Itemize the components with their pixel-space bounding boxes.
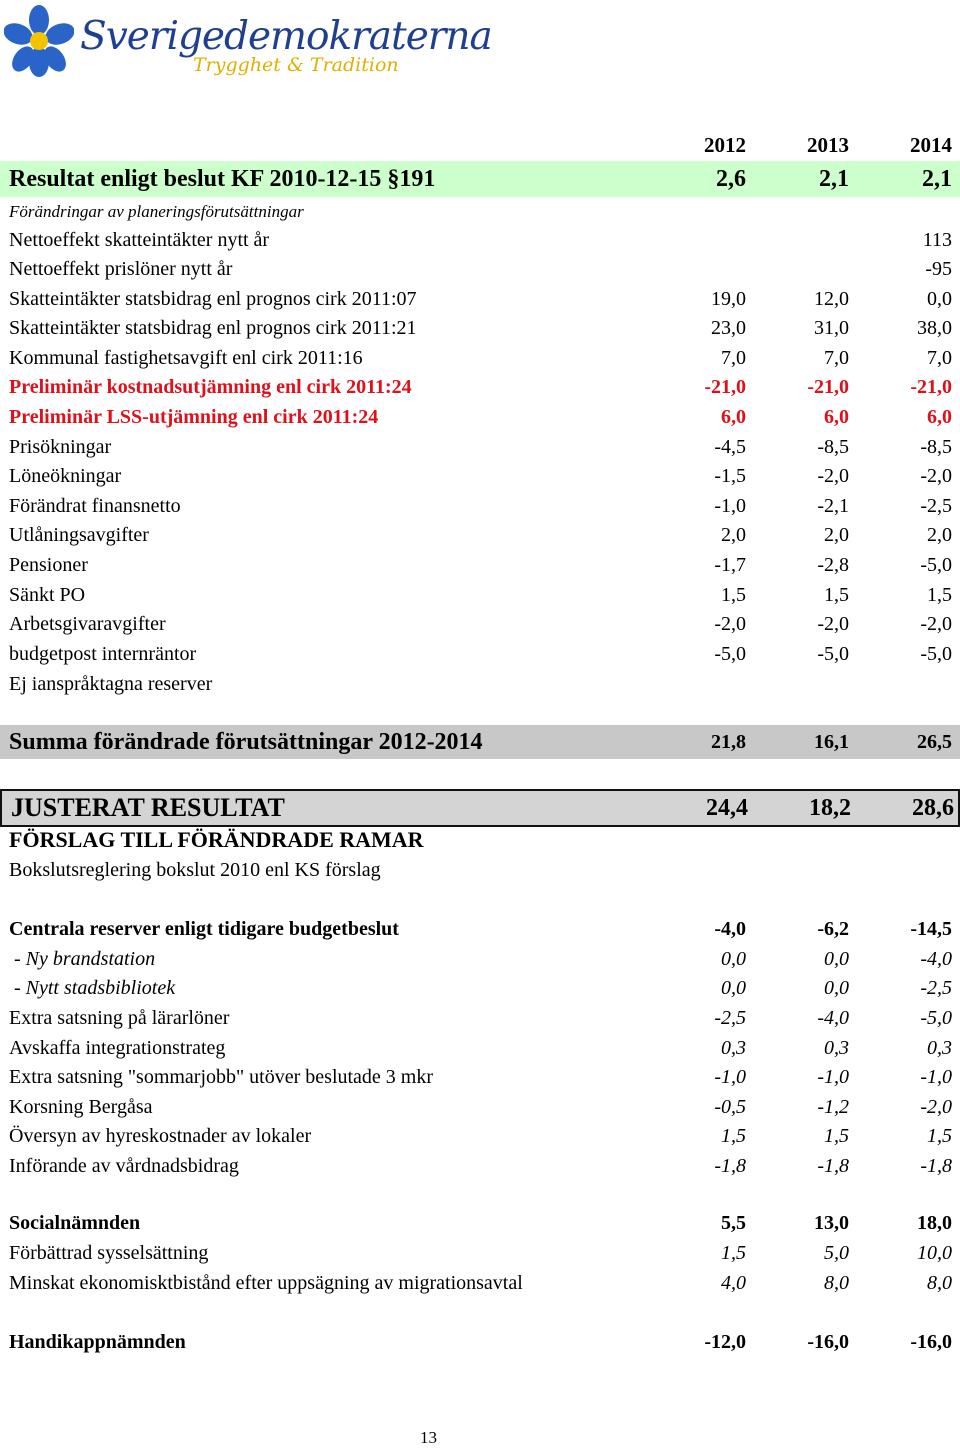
value-2014: -16,0 [910, 1331, 952, 1353]
table-row [0, 432, 960, 462]
table-row [0, 825, 960, 855]
row-label: - Ny brandstation [14, 948, 156, 970]
value-2013: 0,3 [824, 1037, 849, 1059]
table-row [0, 973, 960, 1003]
value-2014: -1,0 [920, 1066, 952, 1088]
page-number: 13 [420, 1428, 437, 1447]
value-2012: -4,0 [714, 918, 746, 940]
value-2014: 28,6 [912, 795, 954, 821]
value-2013: -2,0 [817, 613, 849, 635]
table-row [0, 855, 960, 885]
value-2012: -1,5 [714, 465, 746, 487]
value-2013: 13,0 [814, 1212, 849, 1234]
row-label: Minskat ekonomisktbistånd efter uppsägning av migrationsavtal [9, 1272, 523, 1294]
value-2013: 8,0 [824, 1272, 849, 1294]
table-row [0, 1033, 960, 1063]
value-2014: 38,0 [917, 317, 952, 339]
value-2014: -2,5 [920, 495, 952, 517]
value-2012: -1,8 [714, 1155, 746, 1177]
value-2014: -8,5 [920, 436, 952, 458]
value-2013: -2,0 [817, 465, 849, 487]
value-2014: 2,1 [922, 166, 952, 192]
row-label: FÖRSLAG TILL FÖRÄNDRADE RAMAR [9, 827, 424, 852]
row-label: - Nytt stadsbibliotek [14, 977, 176, 999]
year-2012: 2012 [704, 133, 746, 157]
logo-name: Sverigedemokraterna [80, 14, 492, 59]
value-2012: -4,5 [714, 436, 746, 458]
table-row [0, 1268, 960, 1298]
value-2014: 8,0 [927, 1272, 952, 1294]
table-row [0, 609, 960, 639]
value-2013: 5,0 [824, 1242, 849, 1264]
value-2014: 10,0 [917, 1242, 952, 1264]
value-2012: 21,8 [711, 731, 746, 753]
value-2012: 7,0 [721, 347, 746, 369]
value-2014: 113 [922, 229, 952, 251]
value-2012: 1,5 [721, 1242, 746, 1264]
value-2014: -95 [925, 258, 952, 280]
value-2013: -8,5 [817, 436, 849, 458]
row-label: Extra satsning "sommarjobb" utöver beslutade 3 mkr [9, 1066, 434, 1088]
row-label: Prisökningar [9, 436, 112, 458]
value-2013: 1,5 [824, 584, 849, 606]
value-2014: -4,0 [920, 948, 952, 970]
row-label: Avskaffa integrationstrateg [9, 1037, 226, 1059]
row-label: Handikappnämnden [9, 1331, 186, 1353]
flower-logo-icon [4, 4, 74, 78]
value-2012: -2,0 [714, 613, 746, 635]
value-2012: -1,0 [714, 495, 746, 517]
value-2013: -2,1 [817, 495, 849, 517]
value-2012: 0,0 [721, 977, 746, 999]
value-2014: -1,8 [920, 1155, 952, 1177]
row-label: Preliminär kostnadsutjämning enl cirk 2011:24 [9, 376, 412, 398]
value-2014: -5,0 [920, 1007, 952, 1029]
value-2013: -5,0 [817, 643, 849, 665]
value-2014: 0,3 [927, 1037, 952, 1059]
row-label: Sänkt PO [9, 584, 86, 606]
value-2014: 6,0 [927, 406, 952, 428]
value-2012: -2,5 [714, 1007, 746, 1029]
table-row [0, 197, 960, 227]
value-2014: 7,0 [927, 347, 952, 369]
value-2013: -1,0 [817, 1066, 849, 1088]
value-2013: -16,0 [807, 1331, 849, 1353]
logo [0, 0, 492, 90]
value-2012: -1,0 [714, 1066, 746, 1088]
table-row [0, 402, 960, 432]
value-2013: -21,0 [807, 376, 849, 398]
table-row [0, 313, 960, 343]
row-label: Förbättrad sysselsättning [9, 1242, 209, 1264]
value-2014: -2,0 [920, 613, 952, 635]
value-2014: 18,0 [917, 1212, 952, 1234]
table-row [0, 1092, 960, 1122]
value-2012: 1,5 [721, 584, 746, 606]
table-row [0, 284, 960, 314]
value-2012: -21,0 [704, 376, 746, 398]
value-2013: -2,8 [817, 554, 849, 576]
value-2014: -5,0 [920, 643, 952, 665]
row-label: Förändrat finansnetto [9, 495, 181, 517]
table-row [0, 1327, 960, 1357]
value-2012: 5,5 [721, 1212, 746, 1234]
table-row [0, 1121, 960, 1151]
value-2012: -5,0 [714, 643, 746, 665]
value-2013: 31,0 [814, 317, 849, 339]
value-2013: 12,0 [814, 288, 849, 310]
value-2013: 0,0 [824, 948, 849, 970]
value-2012: 0,3 [721, 1037, 746, 1059]
row-label: Förändringar av planeringsförutsättningar [9, 202, 304, 221]
row-label: Socialnämnden [9, 1212, 141, 1234]
value-2012: -0,5 [714, 1096, 746, 1118]
value-2013: 2,0 [824, 524, 849, 546]
value-2014: -5,0 [920, 554, 952, 576]
value-2014: -2,0 [920, 1096, 952, 1118]
value-2012: 24,4 [706, 795, 748, 821]
table-row [0, 914, 960, 944]
row-label: Skatteintäkter statsbidrag enl prognos cirk 2011:07 [9, 288, 417, 310]
table-row [0, 1003, 960, 1033]
table-row [0, 639, 960, 669]
value-2013: 16,1 [814, 731, 849, 753]
row-label: Korsning Bergåsa [9, 1096, 153, 1118]
table-row [0, 669, 960, 699]
value-2014: -21,0 [910, 376, 952, 398]
table-row [0, 491, 960, 521]
value-2013: 6,0 [824, 406, 849, 428]
year-2013: 2013 [807, 133, 849, 157]
row-label: Kommunal fastighetsavgift enl cirk 2011:16 [9, 347, 363, 369]
row-label: Summa förändrade förutsättningar 2012-2014 [9, 729, 483, 755]
row-label: Arbetsgivaravgifter [9, 613, 166, 635]
table-row [0, 161, 960, 197]
value-2014: 0,0 [927, 288, 952, 310]
row-label: Resultat enligt beslut KF 2010-12-15 §191 [9, 166, 436, 192]
value-2014: 26,5 [917, 731, 952, 753]
value-2013: -1,2 [817, 1096, 849, 1118]
value-2013: -4,0 [817, 1007, 849, 1029]
row-label: Skatteintäkter statsbidrag enl prognos cirk 2011:21 [9, 317, 417, 339]
row-label: Preliminär LSS-utjämning enl cirk 2011:24 [9, 406, 379, 428]
row-label: budgetpost internräntor [9, 643, 197, 665]
table-row [0, 225, 960, 255]
logo-tagline: Trygghet & Tradition [193, 54, 399, 76]
row-label: Pensioner [9, 554, 88, 576]
value-2012: 6,0 [721, 406, 746, 428]
row-label: Översyn av hyreskostnader av lokaler [9, 1125, 312, 1147]
row-label: Nettoeffekt prislöner nytt år [9, 258, 233, 280]
row-label: Utlåningsavgifter [9, 524, 149, 546]
value-2014: 1,5 [927, 1125, 952, 1147]
value-2013: 1,5 [824, 1125, 849, 1147]
value-2013: 2,1 [819, 166, 849, 192]
value-2012: 1,5 [721, 1125, 746, 1147]
value-2012: 19,0 [711, 288, 746, 310]
value-2013: -6,2 [817, 918, 849, 940]
value-2012: 4,0 [721, 1272, 746, 1294]
year-2014: 2014 [910, 133, 952, 157]
table-row [0, 461, 960, 491]
table-row [0, 550, 960, 580]
row-label: Nettoeffekt skatteintäkter nytt år [9, 229, 270, 251]
value-2014: -2,5 [920, 977, 952, 999]
value-2014: -2,0 [920, 465, 952, 487]
value-2013: 18,2 [809, 795, 851, 821]
row-label: Centrala reserver enligt tidigare budgetbeslut [9, 918, 399, 940]
table-row [0, 725, 960, 759]
table-row [0, 789, 960, 827]
table-row [0, 580, 960, 610]
year-header [0, 130, 960, 160]
value-2013: 0,0 [824, 977, 849, 999]
table-row [0, 520, 960, 550]
row-label: Löneökningar [9, 465, 122, 487]
table-row [0, 944, 960, 974]
value-2014: 2,0 [927, 524, 952, 546]
table-row [0, 1062, 960, 1092]
table-row [0, 1151, 960, 1181]
value-2012: 23,0 [711, 317, 746, 339]
row-label: JUSTERAT RESULTAT [11, 793, 285, 822]
table-row [0, 372, 960, 402]
row-label: Bokslutsreglering bokslut 2010 enl KS förslag [9, 859, 381, 881]
table-row [0, 1238, 960, 1268]
value-2012: -12,0 [704, 1331, 746, 1353]
row-label: Ej ianspråktagna reserver [9, 673, 213, 695]
value-2012: 0,0 [721, 948, 746, 970]
row-label: Införande av vårdnadsbidrag [9, 1155, 239, 1177]
value-2014: -14,5 [910, 918, 952, 940]
value-2012: -1,7 [714, 554, 746, 576]
value-2012: 2,6 [716, 166, 746, 192]
value-2013: -1,8 [817, 1155, 849, 1177]
value-2014: 1,5 [927, 584, 952, 606]
value-2012: 2,0 [721, 524, 746, 546]
table-row [0, 1208, 960, 1238]
table-row [0, 254, 960, 284]
value-2013: 7,0 [824, 347, 849, 369]
table-row [0, 343, 960, 373]
row-label: Extra satsning på lärarlöner [9, 1007, 230, 1029]
